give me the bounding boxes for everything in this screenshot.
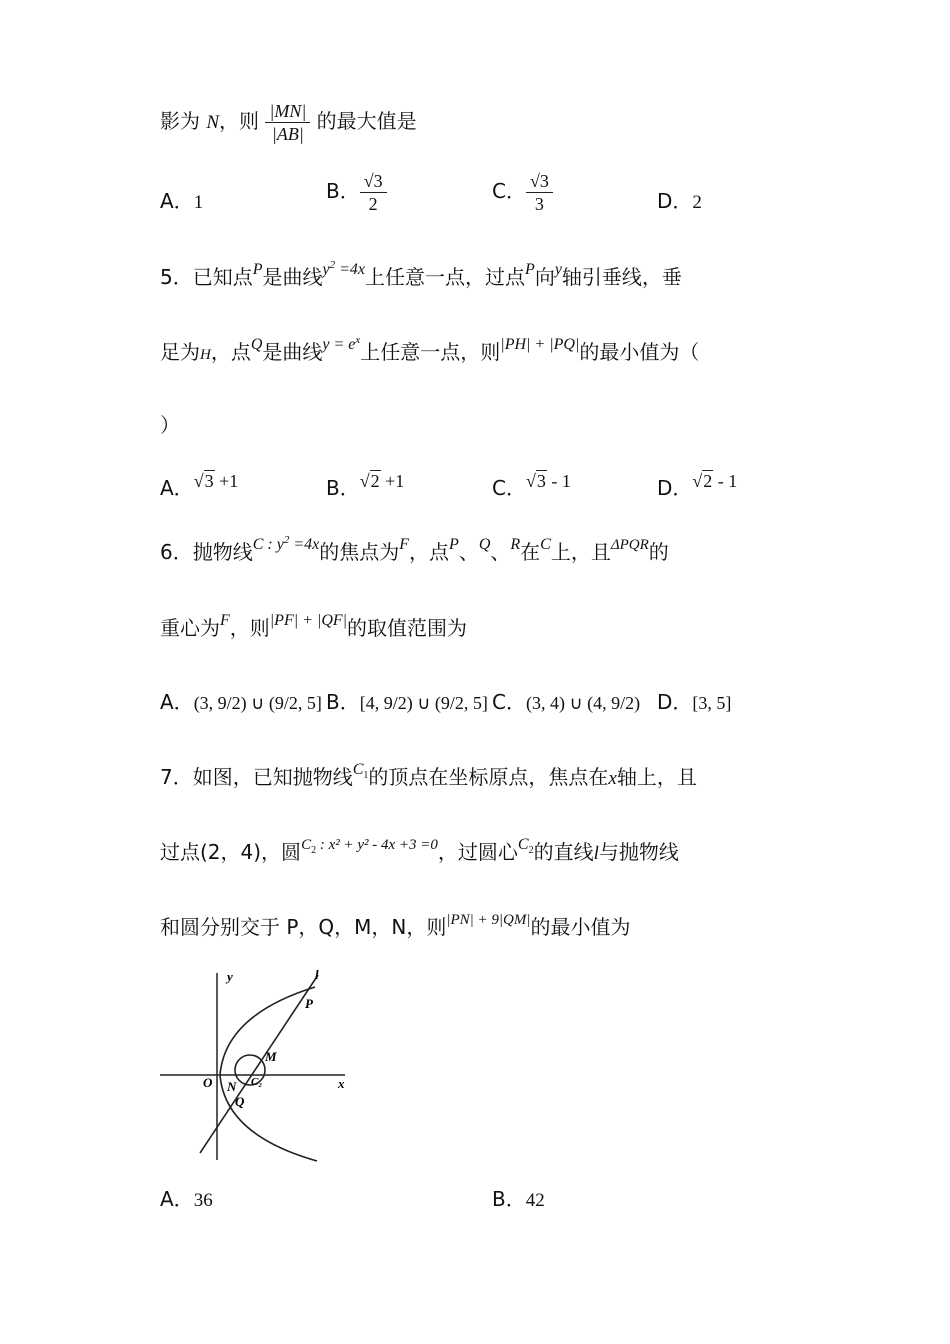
parabola-curve [220,987,317,1161]
parabola-circle-figure [155,965,355,1165]
frac-den: |AB| [271,124,304,144]
option-label: A． [160,476,194,500]
frac-den: 3 [534,194,544,214]
q6-stem-line-1 [160,534,669,570]
text: 的取值范围为 [347,616,468,640]
q7-stem-line-2 [160,838,679,871]
text: 上任意一点，则 [360,340,501,364]
text: 过点(2，4)，圆 [160,840,302,864]
var-q: Q [478,536,491,553]
q5-option-d[interactable] [657,471,738,503]
frac-den: 2 [368,194,378,214]
pn-plus-9qm: |PN| + 9|QM| [446,912,531,928]
text: 足为 [160,340,200,364]
var-c1 [352,761,369,781]
q5-stem-line-2 [160,334,700,370]
circle-c2 [301,837,438,856]
text: 的最小值为（ [579,340,700,364]
text: 在 [520,540,541,564]
label-q: Q [235,1094,245,1109]
tail: - 1 [546,471,571,491]
subscript: 2 [528,845,534,856]
option-fraction [526,170,553,215]
text: 与抛物线 [598,840,679,864]
q4-option-c[interactable] [492,170,553,215]
q7-stem-line-3 [160,913,631,944]
option-label: A． [160,189,194,213]
label-c2: C₂ [251,1076,263,1088]
q5-stem-line-3 [160,411,180,439]
option-label: D． [657,690,693,714]
text: ，过圆心 [437,840,518,864]
option-label: A． [160,690,194,714]
option-interval: [4, 9/2) ∪ (9/2, 5] [359,693,488,713]
q6-option-d[interactable] [657,688,731,717]
radicand: 2 [703,471,713,491]
option-label: C． [492,179,526,203]
q4-option-d[interactable] [657,187,702,217]
option-fraction [360,170,387,215]
q5-option-c[interactable] [492,471,571,503]
text: 的最大值是 [316,109,417,133]
option-label: C． [492,476,526,500]
text: 6．抛物线 [160,540,253,564]
q4-stem-line [160,100,417,145]
label-l: l [315,967,319,982]
pf-plus-qf: |PF| + |QF| [269,612,348,629]
circle-equation: : x² + y² - 4x +3 =0 [316,837,438,853]
option-math: √3 +1 [193,471,239,491]
label-o: O [203,1075,213,1090]
text: 、 [458,540,479,564]
radicand: 2 [370,471,380,491]
tail: +1 [380,471,405,491]
var-x: x [608,768,617,789]
option-math: √2 +1 [359,471,405,491]
option-label: B． [326,476,360,500]
text: 7．如图，已知抛物线 [160,765,353,789]
var: C [517,836,529,853]
q6-stem-line-2 [160,614,467,645]
exponent: 2 [329,259,336,271]
option-value: 42 [525,1190,545,1211]
curve-rest: =4x [335,261,366,278]
radicand: 3 [536,471,546,491]
q6-option-c[interactable] [492,688,640,717]
option-interval: (3, 9/2) ∪ (9/2, 5] [193,693,322,713]
option-math: √3 - 1 [525,471,571,491]
var-p: P [525,261,535,278]
text: ，点 [210,340,251,364]
text: 的焦点为 [319,540,400,564]
mn-over-ab-fraction [265,100,310,145]
text: 和圆分别交于 P，Q，M，N，则 [160,915,447,939]
var-q: Q [250,336,263,353]
q6-option-b[interactable] [326,688,488,717]
option-value: 2 [692,192,702,213]
option-label: C． [492,690,526,714]
text: ，则 [219,109,260,133]
var-p: P [252,261,263,278]
option-label: A． [160,1187,194,1211]
text: 的顶点在坐标原点，焦点在 [368,765,609,789]
frac-num: |MN| [265,100,310,123]
var-p: P [449,536,459,553]
option-interval: (3, 4) ∪ (4, 9/2) [525,693,641,713]
text: ） [160,413,180,437]
text: 上，且 [550,540,611,564]
option-value: 36 [193,1190,213,1211]
curve-var: y [322,261,330,278]
var-r: R [510,536,521,553]
var: C [352,761,364,778]
text: 5．已知点 [160,265,253,289]
text: 上任意一点，过点 [365,265,526,289]
text: 是曲线 [262,265,323,289]
q7-option-a[interactable] [160,1185,213,1215]
var-n: N [206,112,220,133]
text: 的最小值为 [530,915,631,939]
var: C [301,837,312,853]
option-label: D． [657,189,693,213]
parabola-c [253,536,320,553]
q7-stem-line-1 [160,763,697,796]
var-c2 [517,836,534,856]
label-p: P [305,996,313,1011]
curve-y2-4x [323,261,366,278]
text: 向 [534,265,555,289]
var-l: l [593,843,599,864]
var-f: F [399,536,410,553]
text: 影为 [160,109,207,133]
tail: - 1 [713,471,738,491]
text: 轴上，且 [616,765,697,789]
text: 、 [490,540,511,564]
exponent: 2 [283,534,290,546]
text: 的 [648,540,669,564]
subscript: 2 [311,845,317,856]
q4-option-a[interactable] [160,187,203,217]
subscript: 1 [363,770,369,781]
option-label: B． [492,1187,526,1211]
option-label: D． [657,476,693,500]
curve-rest: =4x [289,536,320,553]
option-label: B． [326,179,360,203]
curve-var: y = e [322,336,356,353]
q7-option-b[interactable] [492,1185,545,1215]
frac-num: √3 [360,170,387,193]
option-math: √2 - 1 [692,471,738,491]
text: ，点 [409,540,450,564]
var-y: y [554,261,562,278]
ph-plus-pq: |PH| + |PQ| [500,336,580,353]
label-m: M [265,1049,277,1064]
option-value: 1 [193,192,204,213]
curve-y-ex [322,336,360,353]
label-n: N [227,1079,237,1094]
text: ，则 [229,616,270,640]
text: 是曲线 [262,340,323,364]
var-c: C [540,536,551,553]
q4-option-b[interactable] [326,170,387,215]
option-interval: [3, 5] [692,693,732,713]
text: 的直线 [533,840,594,864]
option-label: B． [326,690,360,714]
frac-num: √3 [526,170,553,193]
triangle-pqr: ΔPQR [610,537,649,553]
curve-var: C : y [252,536,284,553]
radicand: 3 [204,471,214,491]
q5-stem-line-1 [160,259,682,295]
label-x: x [338,1076,345,1091]
var-h: H [200,347,211,363]
exponent: x [355,334,361,346]
q6-option-a[interactable] [160,688,322,717]
var-f: F [220,612,230,629]
text: 重心为 [160,616,220,640]
q5-option-b[interactable] [326,471,405,503]
text: 轴引垂线，垂 [561,265,682,289]
label-y: y [227,969,233,984]
q5-option-a[interactable] [160,471,239,503]
tail: +1 [214,471,239,491]
